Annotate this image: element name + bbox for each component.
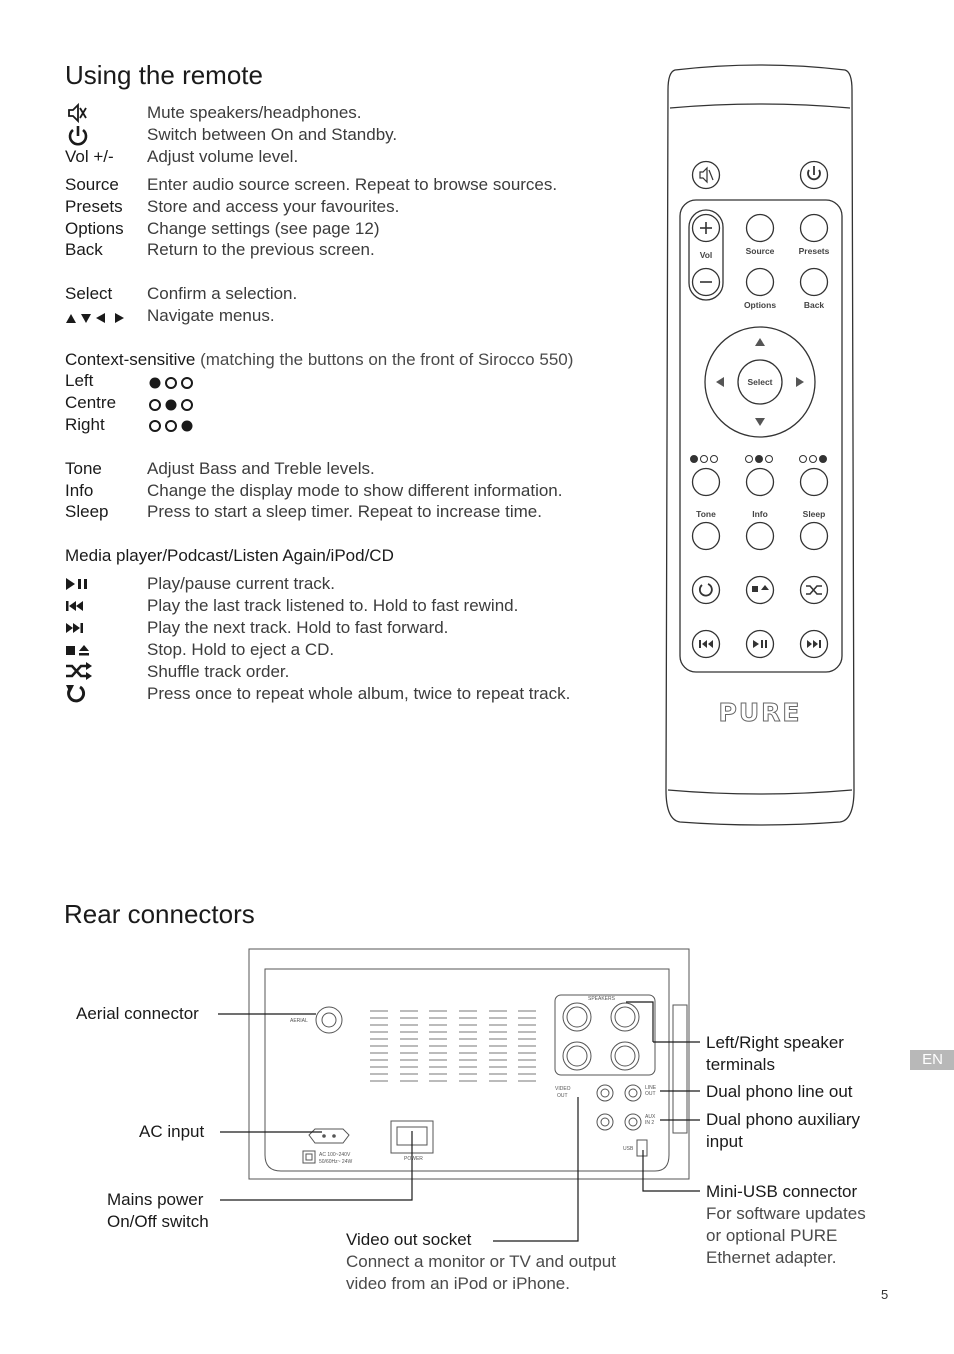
power-desc: Switch between On and Standby. — [147, 125, 398, 144]
previous-track-desc: Play the last track listened to. Hold to fast rewind. — [147, 596, 519, 615]
panel-aerial-label: AERIAL — [290, 1018, 308, 1024]
aux-input-label-1: Dual phono auxiliary — [706, 1110, 861, 1129]
ac-input-label: AC input — [139, 1122, 205, 1141]
remote-select-label: Select — [747, 377, 773, 387]
sleep-desc: Press to start a sleep timer. Repeat to increase time. — [147, 502, 542, 521]
panel-ac-label-1: AC 100~240V — [319, 1152, 351, 1158]
remote-vol-label: Vol — [699, 250, 713, 260]
aerial-connector-label: Aerial connector — [76, 1004, 199, 1023]
remote-source-label: Source — [745, 246, 775, 256]
vol-key: Vol +/- — [65, 147, 114, 166]
context-note: (matching the buttons on the front of Sirocco 550) — [195, 350, 574, 369]
panel-line-out-label-2: OUT — [645, 1091, 656, 1097]
speaker-terminals-label-2: terminals — [706, 1055, 775, 1074]
media-heading: Media player/Podcast/Listen Again/iPod/CD — [65, 546, 394, 565]
remote-options-label: Options — [743, 300, 777, 310]
panel-aux-label-2: IN 2 — [645, 1120, 655, 1126]
right-key: Right — [65, 415, 105, 434]
speaker-terminals-label-1: Left/Right speaker — [706, 1033, 844, 1052]
presets-key: Presets — [65, 197, 123, 216]
remote-brand-logo: PURE — [718, 698, 802, 727]
panel-ac-label-2: 50/60Hz~ 24W — [319, 1159, 353, 1165]
usb-desc-1: For software updates — [706, 1204, 866, 1223]
sleep-key: Sleep — [65, 502, 109, 521]
language-tab: EN — [910, 1050, 954, 1070]
play-pause-desc: Play/pause current track. — [147, 574, 336, 593]
centre-key: Centre — [65, 393, 117, 412]
page-number: 5 — [881, 1287, 889, 1302]
tone-key: Tone — [65, 459, 102, 478]
remote-back-label: Back — [803, 300, 825, 310]
panel-line-out-label-1: LINE — [645, 1085, 657, 1091]
remote-presets-label: Presets — [798, 246, 830, 256]
source-key: Source — [65, 175, 119, 194]
panel-video-label-2: OUT — [557, 1093, 568, 1099]
remote-section-title: Using the remote — [65, 60, 263, 90]
remote-info-label: Info — [752, 509, 768, 519]
select-desc: Confirm a selection. — [147, 284, 298, 303]
panel-speakers-label: SPEAKERS — [588, 996, 615, 1002]
line-out-label: Dual phono line out — [706, 1082, 853, 1101]
context-title: Context-sensitive — [65, 350, 196, 369]
panel-power-label: POWER — [404, 1156, 423, 1162]
panel-video-label-1: VIDEO — [555, 1086, 571, 1092]
vol-desc: Adjust volume level. — [147, 147, 299, 166]
info-key: Info — [65, 481, 94, 500]
usb-desc-2: or optional PURE — [706, 1226, 838, 1245]
select-key: Select — [65, 284, 113, 303]
stop-eject-desc: Stop. Hold to eject a CD. — [147, 640, 335, 659]
mains-power-label-2: On/Off switch — [107, 1212, 209, 1231]
usb-connector-label: Mini-USB connector — [706, 1182, 858, 1201]
rear-section-title: Rear connectors — [64, 899, 255, 929]
aux-input-label-2: input — [706, 1132, 743, 1151]
next-track-desc: Play the next track. Hold to fast forward. — [147, 618, 449, 637]
mute-desc: Mute speakers/headphones. — [147, 103, 362, 122]
presets-desc: Store and access your favourites. — [147, 197, 400, 216]
tone-desc: Adjust Bass and Treble levels. — [147, 459, 375, 478]
back-desc: Return to the previous screen. — [147, 240, 375, 259]
video-out-desc-1: Connect a monitor or TV and output — [346, 1252, 616, 1271]
source-desc: Enter audio source screen. Repeat to browse sources. — [147, 175, 558, 194]
info-desc: Change the display mode to show different information. — [147, 481, 563, 500]
usb-desc-3: Ethernet adapter. — [706, 1248, 837, 1267]
remote-tone-label: Tone — [696, 509, 716, 519]
options-key: Options — [65, 219, 124, 238]
video-out-label: Video out socket — [346, 1230, 472, 1249]
repeat-desc: Press once to repeat whole album, twice to repeat track. — [147, 684, 571, 703]
left-key: Left — [65, 371, 94, 390]
video-out-desc-2: video from an iPod or iPhone. — [346, 1274, 570, 1293]
back-key: Back — [65, 240, 103, 259]
panel-usb-label: USB — [623, 1146, 634, 1152]
mains-power-label-1: Mains power — [107, 1190, 204, 1209]
panel-aux-label-1: AUX — [645, 1114, 656, 1120]
options-desc: Change settings (see page 12) — [147, 219, 380, 238]
navigate-desc: Navigate menus. — [147, 306, 275, 325]
shuffle-desc: Shuffle track order. — [147, 662, 290, 681]
remote-sleep-label: Sleep — [802, 509, 826, 519]
